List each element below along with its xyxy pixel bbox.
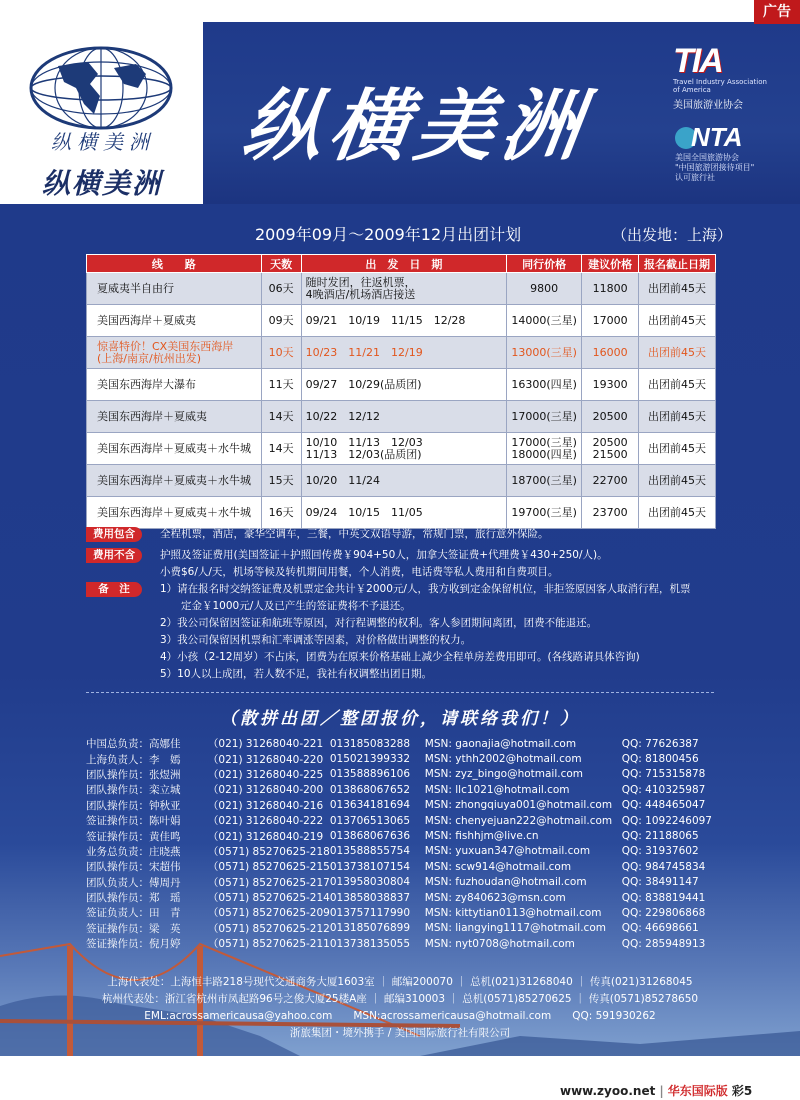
- note-item: 4）小孩（2-12周岁）不占床，团费为在原来价格基础上减少全程单房差费用即可。(各线路请具体咨询): [160, 651, 640, 663]
- contact-msn: MSN: fuzhoudan@hotmail.com: [424, 876, 587, 889]
- cell-days: 11天: [261, 369, 301, 401]
- cell-suggested: 16000: [582, 337, 639, 369]
- contact-msn: MSN: nyt0708@hotmail.com: [424, 937, 575, 950]
- table-row: [87, 337, 716, 369]
- cell-dates: 09/21 10/19 11/15 12/28: [301, 305, 507, 337]
- contacts-table: [86, 736, 712, 951]
- table-row: [87, 369, 716, 401]
- cell-deadline: 出团前45天: [639, 273, 716, 305]
- note-item: 定金￥1000元/人及已产生的签证费将不予退还。: [160, 600, 411, 612]
- contact-phone: （0571) 85270625-215: [207, 861, 330, 874]
- contact-phone: （0571) 85270625-209: [207, 907, 330, 920]
- nta-logo: [675, 122, 795, 183]
- contact-row: [86, 905, 712, 920]
- departure-location: （出发地：上海）: [612, 226, 733, 244]
- cell-dates: 10/20 11/24: [301, 465, 507, 497]
- contact-qq: QQ: 77626387: [621, 737, 699, 750]
- contact-msn: MSN: scw914@hotmail.com: [424, 860, 572, 873]
- cell-suggested: 17000: [582, 305, 639, 337]
- included-tag: 费用包含: [86, 527, 142, 542]
- tia-logo: [673, 44, 793, 111]
- notes-row: [86, 581, 716, 683]
- included-row: [86, 526, 716, 543]
- contact-qq: QQ: 38491147: [621, 876, 699, 889]
- note-item: 5）10人以上成团，若人数不足，我社有权调整出团日期。: [160, 668, 433, 680]
- table-row: [87, 401, 716, 433]
- contact-role: 团队负责人：傅周丹: [86, 876, 181, 889]
- table-row: [87, 305, 716, 337]
- offices: [0, 974, 800, 1042]
- cell-dates: 随时发团，往返机票， 4晚酒店/机场酒店接送: [301, 273, 507, 305]
- cell-suggested: 11800: [582, 273, 639, 305]
- contact-role: 中国总负责：高娜佳: [86, 738, 181, 751]
- group-line: 浙旅集团・境外携手 / 美国国际旅行社有限公司: [289, 1027, 511, 1039]
- column-header: 同行价格: [507, 255, 582, 273]
- contact-mobile: 013738135055: [329, 937, 411, 950]
- edition-label: 华东国际版: [667, 1084, 728, 1098]
- contact-qq: QQ: 81800456: [621, 753, 699, 766]
- contact-row: [86, 890, 712, 905]
- note-item: 1）请在报名时交纳签证费及机票定金共计￥2000元/人，我方收到定金保留机位，非拒签原因客人取消行程，机票: [160, 583, 691, 595]
- tia-cn: 美国旅游业协会: [673, 100, 743, 111]
- contact-phone: （021) 31268040-220: [207, 753, 324, 766]
- contact-phone: （021) 31268040-225: [207, 768, 324, 781]
- contact-msn: MSN: zy840623@msn.com: [424, 891, 566, 904]
- contact-role: 签证操作员：黄佳鸣: [86, 830, 181, 843]
- contact-mobile: 013185083288: [329, 737, 411, 750]
- cell-suggested: 19300: [582, 369, 639, 401]
- contact-title: （散拼出团／整团报价，请联络我们！）: [220, 709, 580, 729]
- contact-qq: QQ: 410325987: [621, 783, 706, 796]
- contact-role: 团队操作员：郑 瑶: [86, 892, 181, 905]
- contact-mobile: 013185076899: [329, 922, 411, 935]
- contact-msn: MSN: llc1021@hotmail.com: [424, 783, 570, 796]
- contact-role: 签证操作员：陈叶娟: [86, 815, 181, 828]
- cell-deadline: 出团前45天: [639, 305, 716, 337]
- cell-route: 美国东西海岸＋夏威夷＋水牛城: [87, 433, 262, 465]
- contact-qq: QQ: 229806868: [621, 906, 706, 919]
- contact-row: [86, 813, 712, 828]
- note-item: 2）我公司保留因签证和航班等原因，对行程调整的权利。客人参团期间离团，团费不能退还。: [160, 617, 598, 629]
- cell-route: 美国东西海岸＋夏威夷＋水牛城: [87, 497, 262, 529]
- contact-mobile: 013868067652: [329, 783, 411, 796]
- excluded-text: 护照及签证费用(美国签证＋护照回传费￥904+50人，加拿大签证费+代理费￥430+250/人)。: [160, 549, 608, 561]
- contact-msn: MSN: kittytian0113@hotmail.com: [424, 906, 602, 919]
- logo: [0, 22, 203, 204]
- contact-role: 业务总负责：庄晓燕: [86, 845, 181, 858]
- cell-days: 14天: [261, 401, 301, 433]
- cell-days: 10天: [261, 337, 301, 369]
- email-line: EML:acrossamericausa@yahoo.com MSN:acrossamericausa@hotmail.com QQ: 591930262: [144, 1010, 656, 1022]
- cell-price: 13000(三星): [507, 337, 582, 369]
- page-number: 彩5: [731, 1084, 753, 1098]
- contact-mobile: 013868067636: [329, 830, 411, 843]
- contact-phone: （021) 31268040-216: [207, 799, 324, 812]
- notes-tag: 备 注: [86, 582, 142, 597]
- table-row: [87, 273, 716, 305]
- contact-msn: MSN: zyz_bingo@hotmail.com: [424, 768, 584, 781]
- header: [0, 22, 800, 204]
- column-header: 天数: [261, 255, 301, 273]
- footer: [0, 1056, 800, 1100]
- nta-mark: NTA: [691, 122, 743, 152]
- contact-row: [86, 921, 712, 936]
- cell-price: 19700(三星): [507, 497, 582, 529]
- tia-mark: TIA: [673, 42, 722, 80]
- nta-sub: 美国全国旅游协会: [675, 153, 739, 162]
- cell-suggested: 23700: [582, 497, 639, 529]
- contact-phone: （0571) 85270625-211: [207, 938, 330, 951]
- contact-phone: （021) 31268040-200: [207, 784, 324, 797]
- contact-phone: （021) 31268040-219: [207, 830, 324, 843]
- cell-deadline: 出团前45天: [639, 465, 716, 497]
- cell-price: 9800: [507, 273, 582, 305]
- contact-phone: （021) 31268040-222: [207, 815, 324, 828]
- contact-row: [86, 859, 712, 874]
- excluded-row: [86, 547, 716, 581]
- contact-role: 上海负责人：李 嫣: [86, 753, 181, 766]
- contact-mobile: 013634181694: [329, 799, 411, 812]
- cell-route: 美国西海岸＋夏威夷: [87, 305, 262, 337]
- contact-row: [86, 782, 712, 797]
- nta-sub: "中国旅游团接待项目": [675, 163, 755, 172]
- cell-dates: 10/23 11/21 12/19: [301, 337, 507, 369]
- included-text: 全程机票，酒店，豪华空调车，三餐，中英文双语导游，常规门票，旅行意外保险。: [160, 528, 549, 540]
- contact-msn: MSN: yuxuan347@hotmail.com: [424, 845, 591, 858]
- contact-role: 签证负责人：田 青: [86, 907, 181, 920]
- contact-role: 签证操作员：梁 英: [86, 922, 181, 935]
- shanghai-office: 上海代表处：上海恒丰路218号现代交通商务大厦1603室 ｜ 邮编200070 ｜ 总机(021)31268040 ｜ 传真(021)31268045: [107, 976, 693, 988]
- cell-route: 美国东西海岸＋夏威夷＋水牛城: [87, 465, 262, 497]
- contact-phone: （0571) 85270625-218: [207, 845, 330, 858]
- contact-phone: （0571) 85270625-214: [207, 892, 330, 905]
- table-row: [87, 433, 716, 465]
- contact-role: 签证操作员：倪月婷: [86, 938, 181, 951]
- cell-deadline: 出团前45天: [639, 337, 716, 369]
- page-title: 纵横美洲: [237, 81, 595, 172]
- contact-qq: QQ: 838819441: [621, 891, 706, 904]
- cell-deadline: 出团前45天: [639, 369, 716, 401]
- contact-mobile: 013588855754: [329, 845, 411, 858]
- cell-days: 15天: [261, 465, 301, 497]
- cell-route: 夏威夷半自由行: [87, 273, 262, 305]
- fee-info: [86, 526, 716, 683]
- column-header: 线 路: [87, 255, 262, 273]
- cell-deadline: 出团前45天: [639, 433, 716, 465]
- contact-row: [86, 767, 712, 782]
- contact-row: [86, 936, 712, 951]
- logo-text: 纵横美洲: [51, 130, 155, 154]
- contact-qq: QQ: 46698661: [621, 922, 699, 935]
- contact-row: [86, 844, 712, 859]
- contact-qq: QQ: 448465047: [621, 799, 706, 812]
- cell-days: 06天: [261, 273, 301, 305]
- contact-row: [86, 736, 712, 751]
- contact-mobile: 013738107154: [329, 860, 411, 873]
- logo-text-large: 纵横美洲: [41, 167, 162, 200]
- cell-days: 14天: [261, 433, 301, 465]
- note-item: 3）我公司保留因机票和汇率调涨等因素，对价格做出调整的权力。: [160, 634, 472, 646]
- cell-suggested: 20500 21500: [582, 433, 639, 465]
- contact-msn: MSN: ythh2002@hotmail.com: [424, 753, 582, 766]
- contact-mobile: 015021399332: [329, 753, 411, 766]
- contact-role: 团队操作员：张煜洲: [86, 768, 181, 781]
- contact-msn: MSN: chenyejuan222@hotmail.com: [424, 814, 613, 827]
- contact-mobile: 013706513065: [329, 814, 411, 827]
- globe-icon: [28, 44, 174, 132]
- cell-deadline: 出团前45天: [639, 497, 716, 529]
- cell-days: 16天: [261, 497, 301, 529]
- column-header: 报名截止日期: [639, 255, 716, 273]
- nta-sub: 认可旅行社: [675, 173, 715, 182]
- table-header-row: [87, 255, 716, 273]
- schedule-title: 2009年09月～2009年12月出团计划: [255, 225, 522, 244]
- contact-mobile: 013958030804: [329, 876, 411, 889]
- footer-line: www.zyoo.net | 华东国际版 彩5: [560, 1084, 753, 1098]
- contact-msn: MSN: zhongqiuya001@hotmail.com: [424, 799, 613, 812]
- cell-price: 16300(四星): [507, 369, 582, 401]
- contact-qq: QQ: 1092246097: [621, 814, 712, 827]
- header-banner: [203, 22, 800, 204]
- cell-dates: 10/10 11/13 12/03 11/13 12/03(品质团): [301, 433, 507, 465]
- cell-price: 18700(三星): [507, 465, 582, 497]
- contact-qq: QQ: 984745834: [621, 860, 706, 873]
- cell-deadline: 出团前45天: [639, 401, 716, 433]
- excluded-text: 小费$6/人/天，机场等候及转机期间用餐，个人消费，电话费等私人费用和自费项目。: [160, 566, 559, 578]
- cell-route: 美国东西海岸大瀑布: [87, 369, 262, 401]
- contact-phone: （021) 31268040-221: [207, 738, 324, 751]
- contact-qq: QQ: 21188065: [621, 830, 699, 843]
- cell-price: 17000(三星): [507, 401, 582, 433]
- cell-route: 惊喜特价！CX美国东西海岸 (上海/南京/杭州出发): [87, 337, 262, 369]
- cell-price: 17000(三星) 18000(四星): [507, 433, 582, 465]
- main-content: [0, 204, 800, 1056]
- contact-mobile: 013588896106: [329, 768, 411, 781]
- cell-dates: 09/24 10/15 11/05: [301, 497, 507, 529]
- cell-suggested: 20500: [582, 401, 639, 433]
- table-row: [87, 465, 716, 497]
- contact-role: 团队操作员：栾立城: [86, 784, 181, 797]
- divider: [86, 692, 714, 693]
- contact-qq: QQ: 31937602: [621, 845, 699, 858]
- cell-price: 14000(三星): [507, 305, 582, 337]
- notes-list: [160, 581, 716, 683]
- ad-tag: 广告: [754, 0, 800, 24]
- contact-msn: MSN: gaonajia@hotmail.com: [424, 737, 577, 750]
- contact-role: 团队操作员：宋超伟: [86, 861, 181, 874]
- cell-dates: 10/22 12/12: [301, 401, 507, 433]
- cell-suggested: 22700: [582, 465, 639, 497]
- schedule-table: [86, 254, 716, 529]
- contact-mobile: 013757117990: [329, 906, 411, 919]
- contact-mobile: 013858038837: [329, 891, 411, 904]
- column-header: 出 发 日 期: [301, 255, 507, 273]
- contact-msn: MSN: liangying1117@hotmail.com: [424, 922, 606, 935]
- contact-row: [86, 828, 712, 843]
- tia-sub: Travel Industry Association: [673, 78, 767, 86]
- tia-sub: of America: [673, 86, 711, 94]
- contact-phone: （0571) 85270625-217: [207, 876, 330, 889]
- cell-route: 美国东西海岸＋夏威夷: [87, 401, 262, 433]
- contact-qq: QQ: 285948913: [621, 937, 706, 950]
- contact-row: [86, 875, 712, 890]
- contact-row: [86, 798, 712, 813]
- contact-phone: （0571) 85270625-212: [207, 922, 330, 935]
- excluded-tag: 费用不含: [86, 548, 142, 563]
- cell-days: 09天: [261, 305, 301, 337]
- column-header: 建议价格: [582, 255, 639, 273]
- cell-dates: 09/27 10/29(品质团): [301, 369, 507, 401]
- contact-row: [86, 751, 712, 766]
- site-link[interactable]: www.zyoo.net: [560, 1084, 656, 1098]
- hangzhou-office: 杭州代表处：浙江省杭州市凤起路96号之俊大厦25楼A座 ｜ 邮编310003 ｜ 总机(0571)85270625 ｜ 传真(0571)85278650: [101, 993, 699, 1005]
- contact-role: 团队操作员：钟秋亚: [86, 799, 181, 812]
- table-row: [87, 497, 716, 529]
- contact-msn: MSN: fishhjm@live.cn: [424, 830, 539, 843]
- contact-qq: QQ: 715315878: [621, 768, 706, 781]
